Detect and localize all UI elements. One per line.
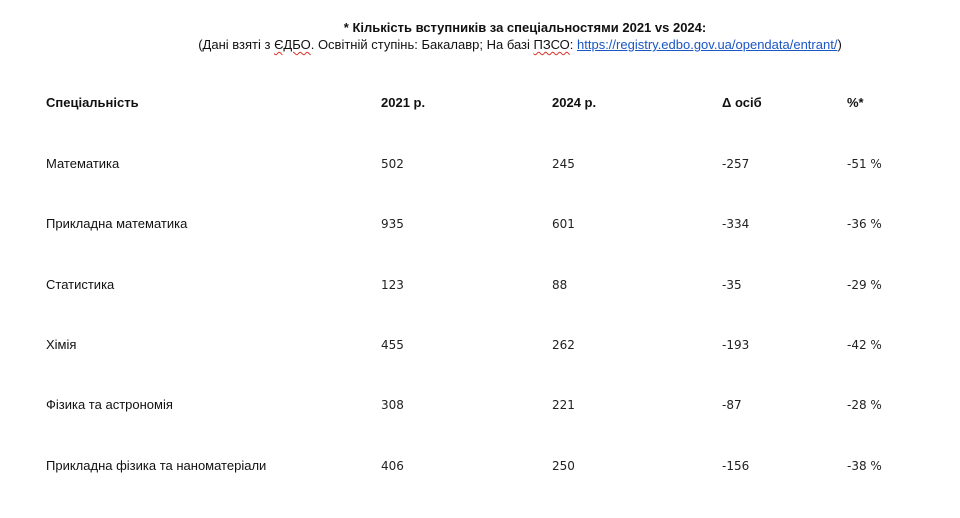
cell-2024: 221: [552, 398, 575, 412]
cell-percent: -28 %: [847, 398, 882, 412]
cell-specialty: Прикладна математика: [46, 216, 188, 231]
cell-percent: -36 %: [847, 217, 882, 231]
cell-delta: -156: [722, 459, 750, 473]
page-title: * Кількість вступників за спеціальностями 2021 vs 2024:: [343, 20, 707, 35]
cell-2021: 935: [381, 217, 404, 231]
column-header-2021: 2021 р.: [381, 95, 426, 110]
table-header-row: [46, 93, 926, 113]
cell-percent: -38 %: [847, 459, 882, 473]
cell-2021: 123: [381, 278, 404, 292]
cell-delta: -334: [722, 217, 750, 231]
cell-specialty: Статистика: [46, 277, 115, 292]
subtitle-text-mid: . Освітній ступінь: Бакалавр; На базі: [310, 37, 534, 52]
page-subtitle: [80, 36, 960, 54]
column-header-percent: %*: [847, 95, 864, 110]
subtitle-pzso: ПЗСО: [533, 37, 570, 52]
cell-2021: 308: [381, 398, 404, 412]
table-row: [46, 275, 926, 295]
source-link[interactable]: https://registry.edbo.gov.ua/opendata/entrant/: [577, 37, 838, 52]
column-header-specialty: Спеціальність: [46, 95, 139, 110]
cell-2024: 250: [552, 459, 575, 473]
table-row: [46, 214, 926, 234]
cell-percent: -29 %: [847, 278, 882, 292]
subtitle-edbo: ЄДБО: [274, 37, 311, 52]
cell-2021: 502: [381, 157, 404, 171]
subtitle-text-close: ): [837, 37, 842, 52]
cell-specialty: Математика: [46, 156, 120, 171]
table-row: [46, 154, 926, 174]
cell-percent: -51 %: [847, 157, 882, 171]
cell-delta: -87: [722, 398, 742, 412]
cell-2021: 455: [381, 338, 404, 352]
column-header-delta: Δ осіб: [722, 95, 762, 110]
table-row: [46, 456, 926, 476]
cell-delta: -35: [722, 278, 742, 292]
cell-specialty: Фізика та астрономія: [46, 397, 173, 412]
cell-2021: 406: [381, 459, 404, 473]
cell-delta: -193: [722, 338, 750, 352]
subtitle-text-open: (Дані взяті з: [198, 37, 275, 52]
document-header: [0, 20, 960, 54]
cell-delta: -257: [722, 157, 750, 171]
table-row: [46, 395, 926, 415]
column-header-2024: 2024 р.: [552, 95, 597, 110]
cell-2024: 601: [552, 217, 575, 231]
table-row: [46, 335, 926, 355]
cell-2024: 88: [552, 278, 568, 292]
cell-specialty: Прикладна фізика та наноматеріали: [46, 458, 267, 473]
cell-2024: 262: [552, 338, 575, 352]
subtitle-text-sep: :: [569, 37, 578, 52]
cell-percent: -42 %: [847, 338, 882, 352]
cell-specialty: Хімія: [46, 337, 77, 352]
cell-2024: 245: [552, 157, 575, 171]
